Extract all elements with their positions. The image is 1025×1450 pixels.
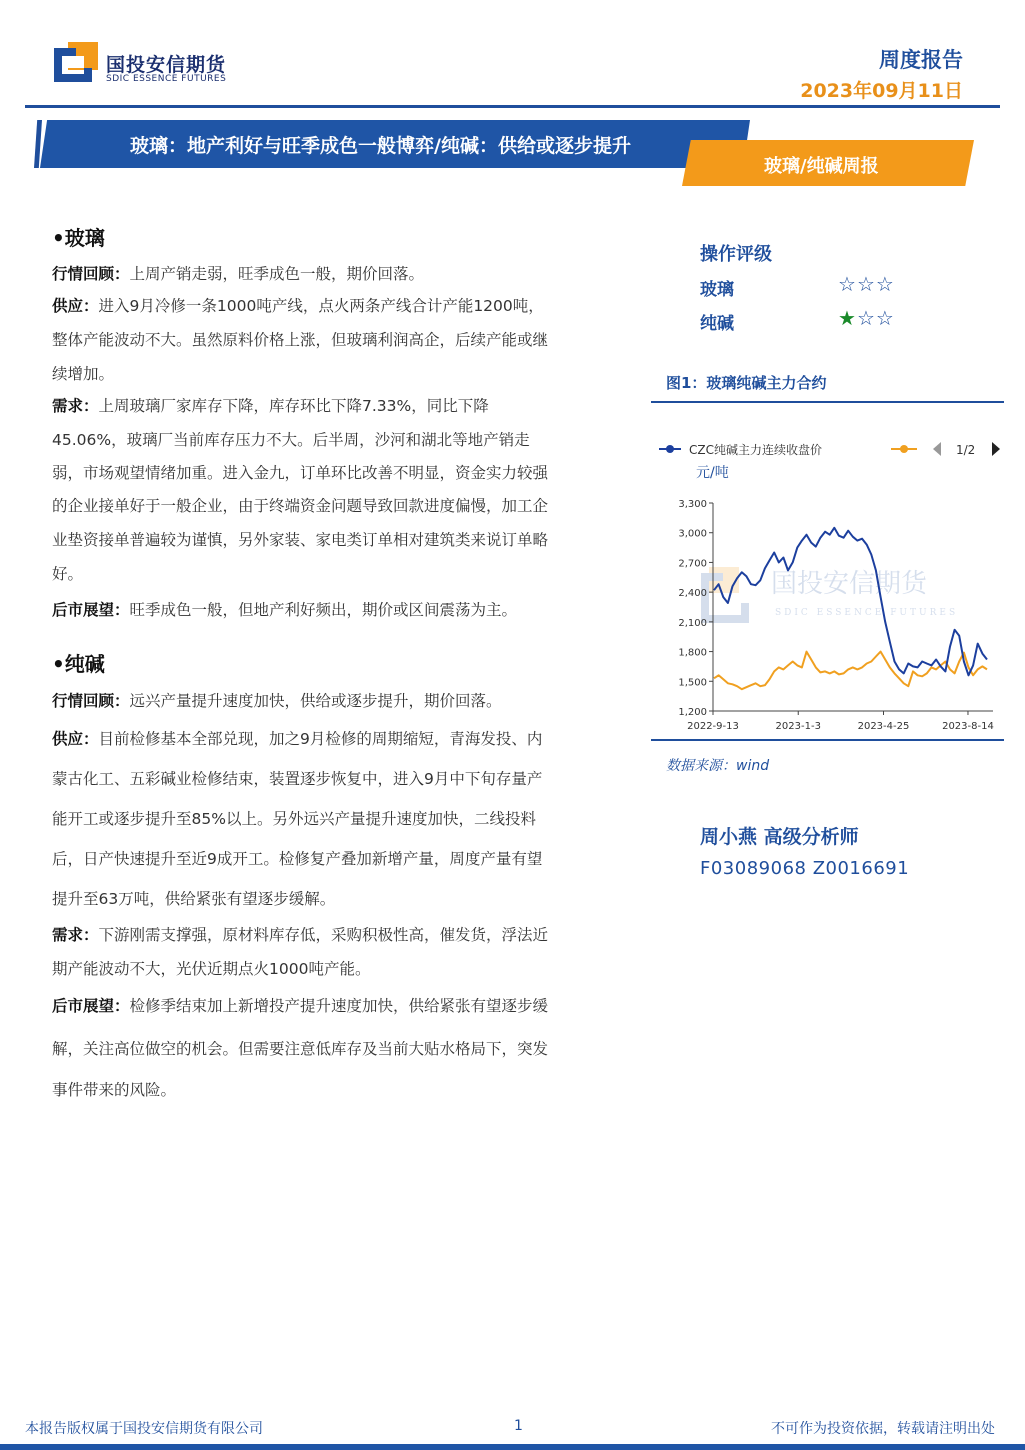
soda-supply-line: 后，日产快速提升至近9成开工。检修复产叠加新增产量，周度产量有望 [52,850,543,868]
rating-stars-soda [838,306,895,330]
y-tick-label: 1,800 [678,647,707,659]
star-filled-icon: ★ [838,306,857,330]
soda-demand-line: 期产能波动不大，光伏近期点火1000吨产能。 [52,960,371,978]
y-tick-label: 2,400 [678,588,707,600]
soda-supply-line: 蒙古化工、五彩碱业检修结束，装置逐步恢复中，进入9月中下旬存量产 [52,770,543,788]
watermark-text-en: SDIC ESSENCE FUTURES [775,608,959,618]
company-name-cn: 国投安信期货 [106,54,227,76]
soda-outlook: 后市展望：检修季结束加上新增投产提升速度加快，供给紧张有望逐步缓 [52,997,549,1015]
x-tick-label: 2023-4-25 [857,721,910,732]
soda-outlook-line: 事件带来的风险。 [52,1081,177,1099]
rating-title: 操作评级 [700,244,772,265]
series-line-soda [714,528,987,676]
analyst-name: 周小燕 高级分析师 [700,826,859,848]
company-name-en: SDIC ESSENCE FUTURES [106,74,227,84]
rating-label-soda: 纯碱 [700,314,734,334]
glass-demand-line: 45.06%，玻璃厂当前库存压力不大。后半周，沙河和湖北等地产销走 [52,431,530,449]
star-empty-icon: ☆ [875,306,895,330]
report-date: 2023年09月11日 [800,80,963,102]
data-source: 数据来源：wind [666,758,770,774]
glass-demand-line: 弱，市场观望情绪加重。进入金九，订单环比改善不明显，资金实力较强 [52,464,549,482]
footer-bar [0,1444,1025,1450]
star-empty-icon: ☆ [875,272,895,296]
star-empty-icon: ☆ [838,272,857,296]
section-title-glass: •玻璃 [52,226,105,250]
x-tick-label: 2023-8-14 [942,721,994,732]
legend-next-icon[interactable] [992,442,1000,456]
soda-outlook-line: 解，关注高位做空的机会。但需要注意低库存及当前大贴水格局下，突发 [52,1040,549,1058]
y-tick-label: 3,300 [678,499,707,510]
star-empty-icon: ☆ [856,306,876,330]
legend-marker-glass [900,445,908,453]
glass-supply-line: 整体产能波动不大。虽然原料价格上涨，但玻璃利润高企，后续产能或继 [52,331,549,349]
soda-supply-line: 提升至63万吨，供给紧张有望逐步缓解。 [52,890,336,908]
glass-demand-line: 的企业接单好于一般企业，由于终端资金问题导致回款进度偏慢，加工企 [52,497,549,515]
soda-review: 行情回顾：远兴产量提升速度加快，供给或逐步提升，期价回落。 [52,692,502,710]
soda-demand: 需求：下游刚需支撑强，原材料库存低，采购积极性高，催发货，浮法近 [52,926,549,944]
glass-demand-line: 好。 [52,565,84,583]
glass-supply: 供应：进入9月冷修一条1000吨产线，点火两条产线合计产能1200吨， [52,297,544,315]
legend-prev-icon[interactable] [933,442,941,456]
rating-label-glass: 玻璃 [700,280,734,300]
legend-page: 1/2 [956,443,976,457]
glass-demand: 需求：上周玻璃厂家库存下降，库存环比下降7.33%，同比下降 [52,397,489,415]
analyst-codes: F03089068 Z0016691 [700,858,910,879]
banner-accent [34,120,42,168]
star-empty-icon: ☆ [856,272,876,296]
price-chart [651,405,1004,737]
watermark-text-cn: 国投安信期货 [771,569,928,599]
glass-review: 行情回顾：上周产销走弱，旺季成色一般，期价回落。 [52,265,425,283]
legend-marker-soda [666,445,674,453]
footer-disclaimer: 不可作为投资依据，转载请注明出处 [771,1421,995,1437]
report-title: 玻璃：地产利好与旺季成色一般博弈/纯碱：供给或逐步提升 [130,135,631,157]
legend-unit: 元/吨 [696,465,729,481]
report-type: 周度报告 [879,48,963,72]
y-tick-label: 1,500 [678,677,707,689]
figure-bottom-rule [651,739,1004,741]
legend-label-soda: CZC纯碱主力连续收盘价 [689,443,822,457]
glass-demand-line: 业垫资接单普遍较为谨慎，另外家装、家电类订单相对建筑类来说订单略 [52,531,549,549]
y-tick-label: 3,000 [678,528,707,540]
header-divider [25,105,1000,108]
glass-outlook: 后市展望：旺季成色一般，但地产利好频出，期价或区间震荡为主。 [52,601,518,619]
rating-stars-glass [838,272,895,296]
soda-supply-line: 能开工或逐步提升至85%以上。另外远兴产量提升速度加快，二线投料 [52,810,536,828]
footer-page-number: 1 [514,1418,523,1434]
x-tick-label: 2023-1-3 [775,721,821,732]
figure-top-rule [651,401,1004,403]
y-tick-label: 2,700 [678,558,707,570]
section-title-soda: •纯碱 [52,652,105,676]
soda-supply: 供应：目前检修基本全部兑现，加之9月检修的周期缩短，青海发投、内 [52,730,543,748]
footer-copyright: 本报告版权属于国投安信期货有限公司 [25,1421,263,1437]
x-tick-label: 2022-9-13 [687,721,739,732]
y-tick-label: 1,200 [678,707,707,718]
company-logo-icon [54,42,98,82]
glass-supply-line: 续增加。 [52,365,115,383]
y-tick-label: 2,100 [678,617,707,629]
report-tag: 玻璃/纯碱周报 [764,156,879,177]
figure-title: 图1：玻璃纯碱主力合约 [666,374,827,392]
